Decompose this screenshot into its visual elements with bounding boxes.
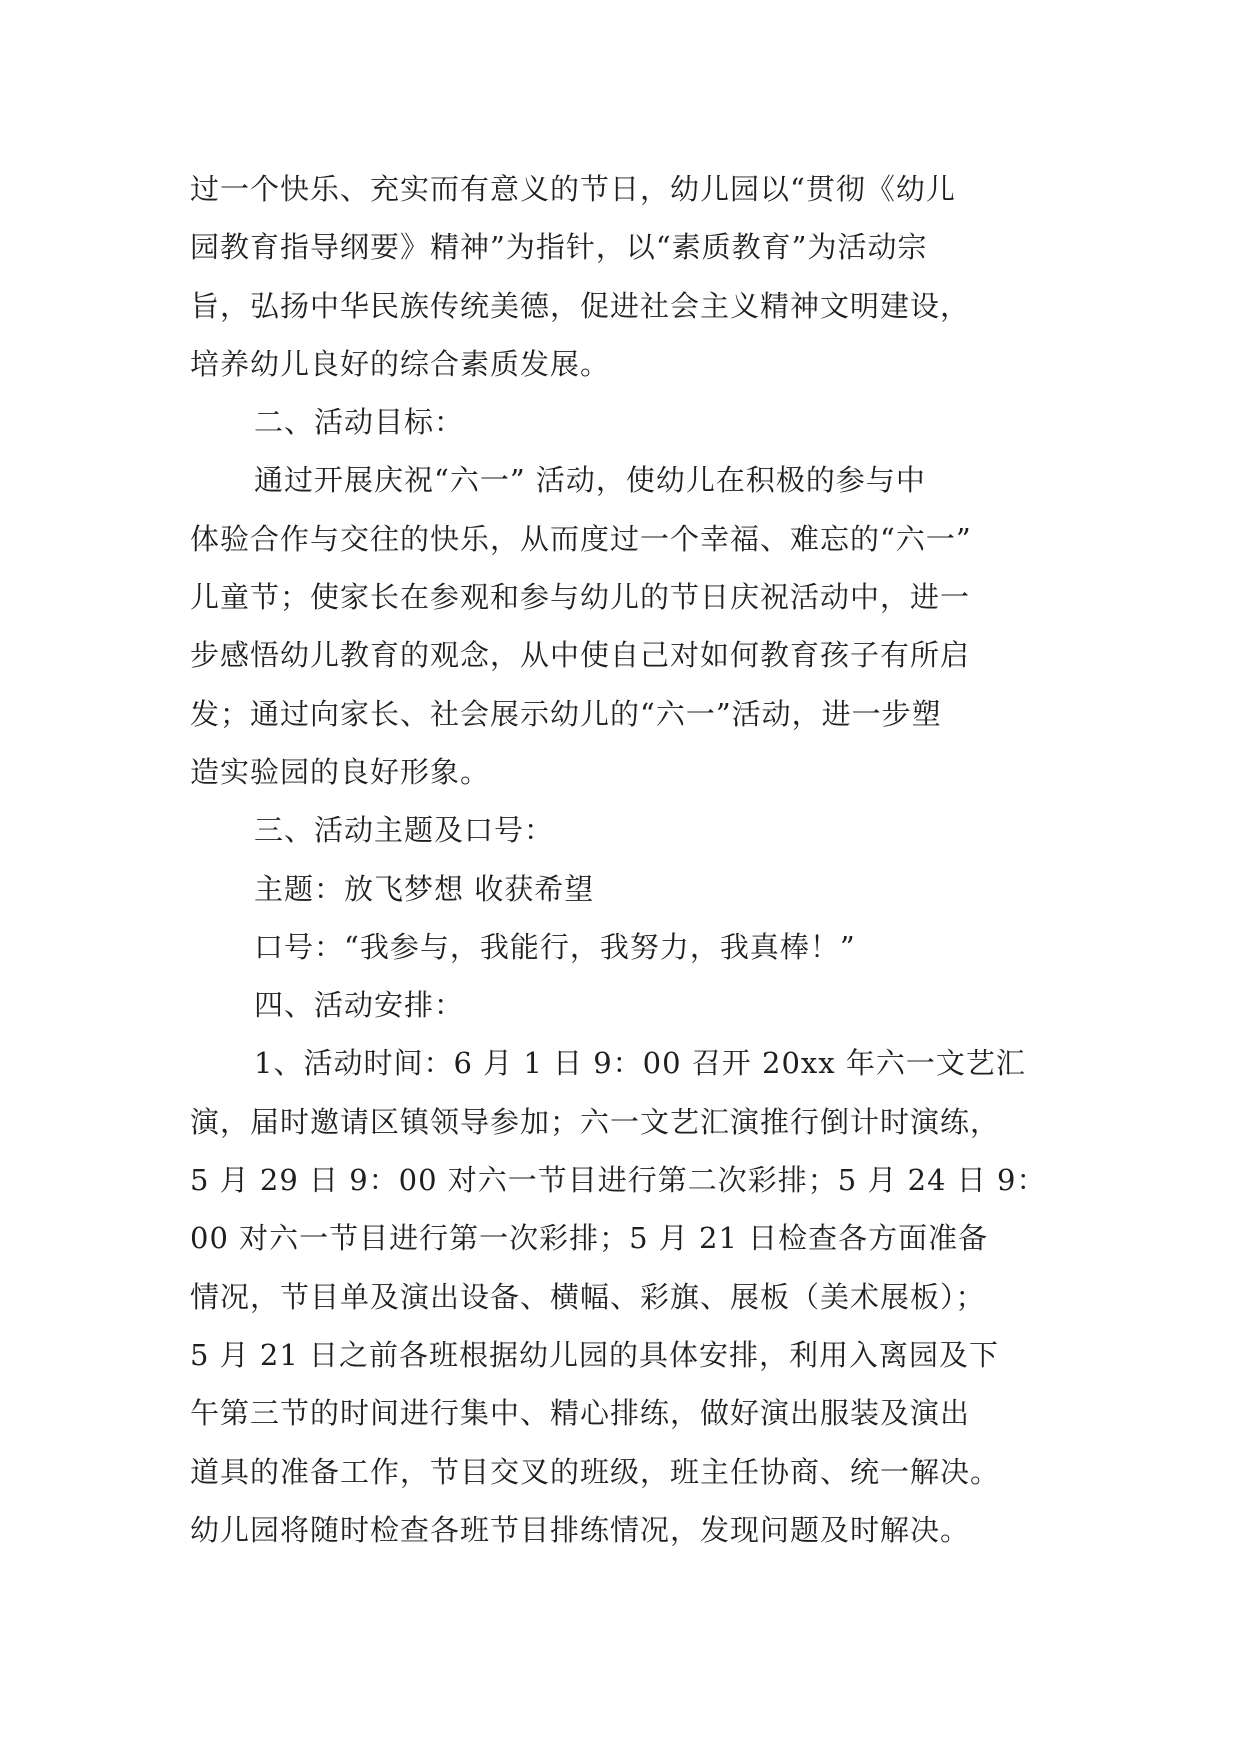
paragraph-line: 情况，节目单及演出设备、横幅、彩旗、展板（美术展板）； bbox=[190, 1279, 986, 1314]
section-heading-schedule: 四、活动安排： bbox=[254, 988, 465, 1023]
theme-line: 主题：放飞梦想 收获希望 bbox=[254, 871, 595, 906]
slogan-line: 口号：“我参与，我能行，我努力，我真棒！” bbox=[254, 929, 856, 964]
paragraph-line: 道具的准备工作，节目交叉的班级，班主任协商、统一解决。 bbox=[190, 1454, 1001, 1489]
paragraph-line: 园教育指导纲要》精神”为指针，以“素质教育”为活动宗 bbox=[190, 230, 928, 265]
paragraph-line: 通过开展庆祝“六一” 活动，使幼儿在积极的参与中 bbox=[254, 463, 926, 498]
paragraph-line: 培养幼儿良好的综合素质发展。 bbox=[190, 346, 611, 381]
section-heading-goals: 二、活动目标： bbox=[254, 405, 465, 440]
paragraph-line: 5 月 29 日 9：00 对六一节目进行第二次彩排；5 月 24 日 9： bbox=[190, 1163, 1047, 1198]
paragraph-line: 5 月 21 日之前各班根据幼儿园的具体安排，利用入离园及下 bbox=[190, 1337, 1000, 1372]
section-heading-theme: 三、活动主题及口号： bbox=[254, 813, 555, 848]
paragraph-line: 演，届时邀请区镇领导参加；六一文艺汇演推行倒计时演练， bbox=[190, 1104, 1001, 1139]
paragraph-line: 儿童节；使家长在参观和参与幼儿的节日庆祝活动中，进一 bbox=[190, 580, 971, 615]
paragraph-line: 旨，弘扬中华民族传统美德，促进社会主义精神文明建设， bbox=[190, 288, 971, 323]
paragraph-line: 幼儿园将随时检查各班节目排练情况，发现问题及时解决。 bbox=[190, 1512, 971, 1547]
paragraph-line: 00 对六一节目进行第一次彩排；5 月 21 日检查各方面准备 bbox=[190, 1221, 989, 1256]
document-body bbox=[190, 160, 1070, 1559]
paragraph-line: 体验合作与交往的快乐，从而度过一个幸福、难忘的“六一” bbox=[190, 521, 972, 556]
paragraph-line: 过一个快乐、充实而有意义的节日，幼儿园以“贯彻《幼儿 bbox=[190, 172, 956, 206]
paragraph-line: 发；通过向家长、社会展示幼儿的“六一”活动，进一步塑 bbox=[190, 696, 942, 731]
paragraph-line: 造实验园的良好形象。 bbox=[190, 754, 491, 789]
paragraph-line: 步感悟幼儿教育的观念，从中使自己对如何教育孩子有所启 bbox=[190, 638, 971, 673]
paragraph-line: 午第三节的时间进行集中、精心排练，做好演出服装及演出 bbox=[190, 1396, 971, 1431]
paragraph-line: 1、活动时间：6 月 1 日 9：00 召开 20xx 年六一文艺汇 bbox=[254, 1046, 1026, 1081]
